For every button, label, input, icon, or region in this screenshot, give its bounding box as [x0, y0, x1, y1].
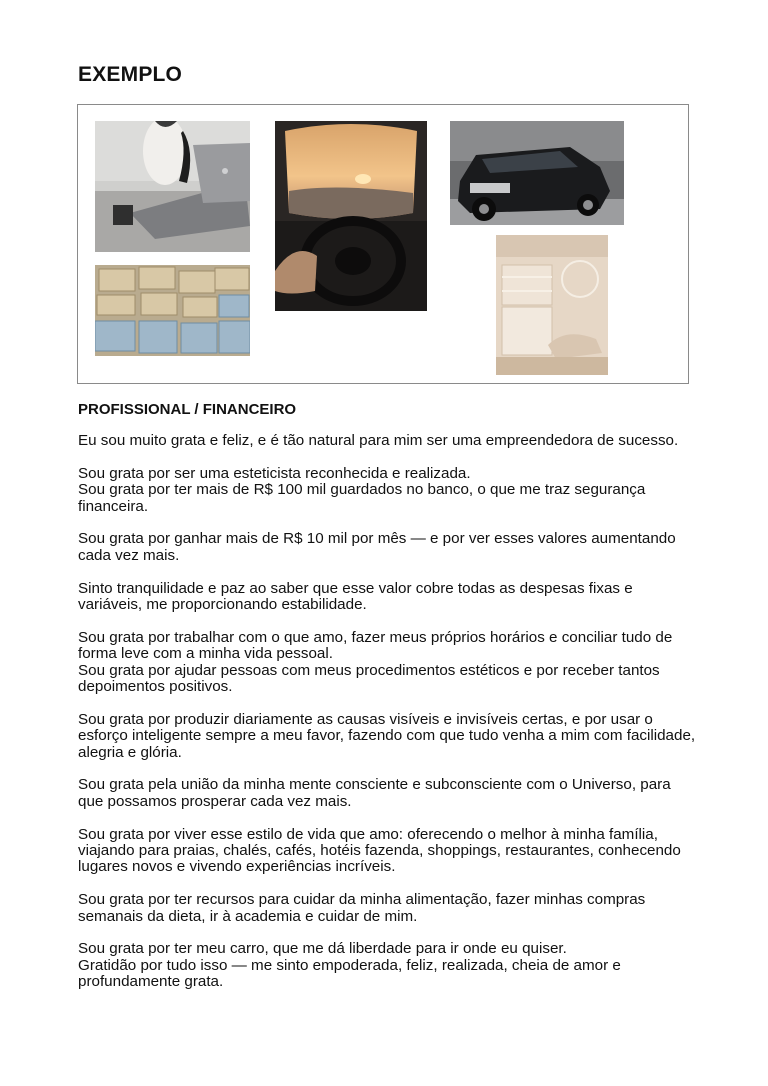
text-line: Sou grata por trabalhar com o que amo, fazer meus próprios horários e conciliar tudo de forma leve com a minha vida pessoal.	[78, 628, 673, 663]
paragraph	[78, 581, 698, 614]
text-line: Sou grata por ganhar mais de R$ 10 mil por mês — e por ver esses valores aumentando cada vez mais.	[78, 530, 676, 564]
paragraph	[78, 827, 698, 876]
paragraph	[78, 531, 698, 564]
car-steering-sunset-photo-icon	[275, 121, 427, 311]
text-line: Sou grata por ter recursos para cuidar da minha alimentação, fazer minhas compras semanais da dieta, ir à academia e cuidar de mim.	[78, 891, 646, 925]
text-line: Sou grata por ser uma esteticista reconhecida e realizada.	[78, 464, 471, 482]
paragraph	[78, 466, 698, 515]
black-suv-photo-icon	[450, 121, 624, 225]
paragraph	[78, 433, 698, 449]
text-line: Sou grata por ajudar pessoas com meus procedimentos estéticos e por receber tantos depoimentos positivos.	[78, 661, 660, 696]
text-line: Sou grata por ter mais de R$ 100 mil guardados no banco, o que me traz segurança financeira.	[78, 481, 646, 515]
money-stacks-photo-icon	[95, 265, 250, 356]
text-line: Sou grata por ter meu carro, que me dá liberdade para ir onde eu quiser.	[78, 940, 567, 958]
paragraph	[78, 712, 698, 761]
laptop-photo-icon	[95, 121, 250, 252]
text-line: Eu sou muito grata e feliz, e é tão natural para mim ser uma empreendedora de sucesso.	[78, 432, 679, 449]
text-line: Sou grata por produzir diariamente as causas visíveis e invisíveis certas, e por usar o esforço inteligente sempre a meu favor, fazendo com que tudo venha a mim com facilidade, alegria e glória.	[78, 710, 696, 761]
section-heading: PROFISSIONAL / FINANCEIRO	[78, 401, 297, 418]
paragraph	[78, 941, 698, 990]
paragraph	[78, 630, 698, 696]
text-line: Sou grata por viver esse estilo de vida que amo: oferecendo o melhor à minha família, viajando para praias, chalés, cafés, hotéis fazenda, shoppings, restaurantes, conhecendo lugares novos e vivendo experiências incríveis.	[78, 825, 681, 876]
paragraph	[78, 777, 698, 810]
vision-board	[77, 104, 689, 384]
aesthetic-clinic-photo-icon	[496, 235, 608, 375]
paragraph	[78, 892, 698, 925]
text-line: Sinto tranquilidade e paz ao saber que esse valor cobre todas as despesas fixas e variáveis, me proporcionando estabilidade.	[78, 579, 633, 614]
page-title: EXEMPLO	[78, 63, 183, 86]
text-line: Sou grata pela união da minha mente consciente e subconsciente com o Universo, para que possamos prosperar cada vez mais.	[78, 776, 671, 810]
affirmations-text	[78, 433, 698, 1007]
text-line: Gratidão por tudo isso — me sinto empoderada, feliz, realizada, cheia de amor e profundamente grata.	[78, 956, 621, 991]
